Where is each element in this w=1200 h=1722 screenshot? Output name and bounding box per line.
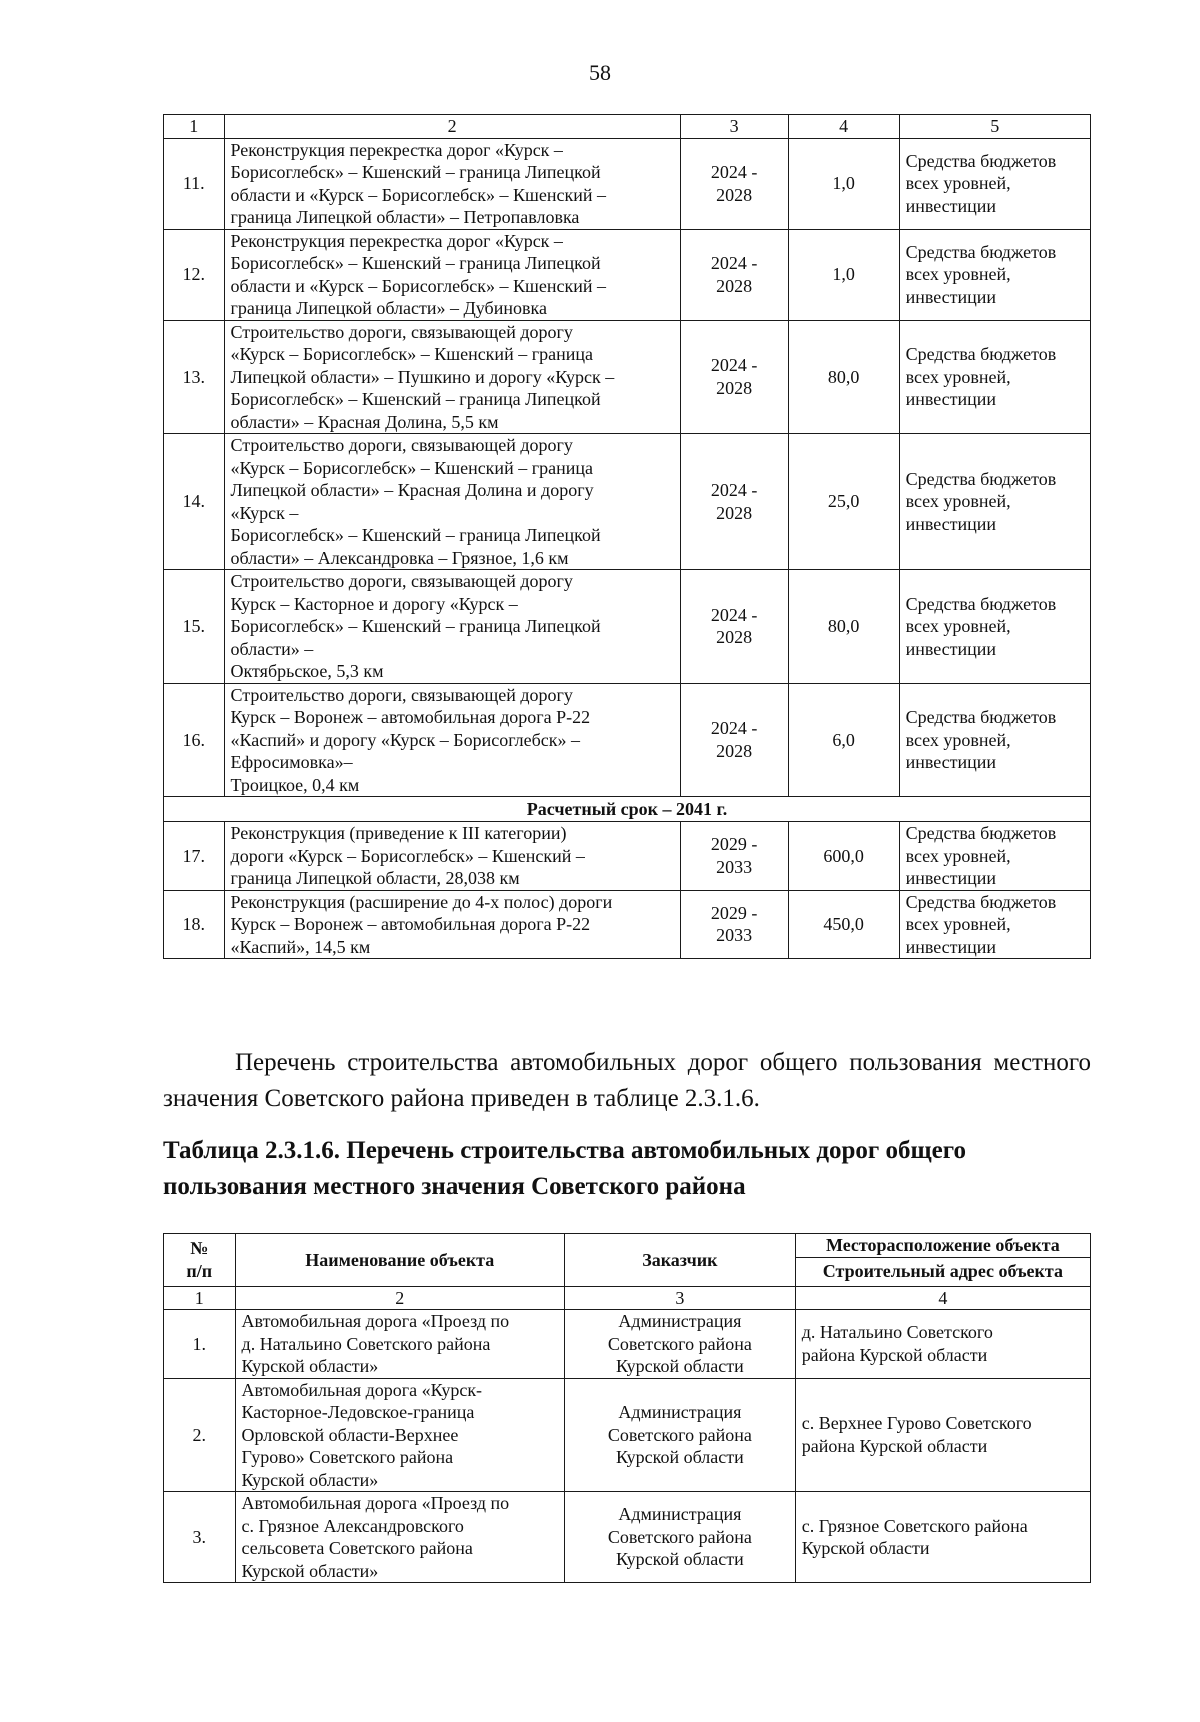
cell-line: Средства бюджетов: [905, 150, 1057, 171]
cell-line: Курск – Касторное и дорогу «Курск –: [230, 593, 518, 614]
local-roads-table: [163, 1233, 1091, 1583]
cell-line: области» – Красная Долина, 5,5 км: [230, 411, 499, 432]
cell-line: Советского района: [607, 1424, 752, 1445]
section-row: [164, 797, 1091, 822]
column-index: 4: [795, 1286, 1090, 1310]
row-number: 1.: [164, 1310, 236, 1379]
column-index: 3: [565, 1286, 796, 1310]
cell-line: инвестиции: [905, 752, 997, 772]
header-number-line: п/п: [186, 1260, 213, 1281]
object-name: [224, 320, 680, 434]
header-number: [164, 1234, 236, 1287]
table-row: [164, 822, 1091, 891]
table-header-row: [164, 115, 1091, 139]
cell-line: «Каспий», 14,5 км: [230, 936, 371, 957]
table-row: [164, 890, 1091, 959]
column-index: 4: [788, 115, 899, 139]
implementation-period: [680, 434, 788, 570]
cell-line: Гурово» Советского района: [241, 1447, 454, 1467]
funding-source: [899, 890, 1090, 959]
cell-line: граница Липецкой области» – Дубиновка: [230, 298, 547, 318]
cell-line: всех уровней,: [905, 366, 1011, 387]
header-customer: Заказчик: [565, 1234, 796, 1287]
cell-line: всех уровней,: [905, 616, 1011, 636]
object-name: [235, 1310, 564, 1379]
cell-line: Реконструкция перекрестка дорог «Курск –: [230, 230, 563, 251]
cell-line: Троицкое, 0,4 км: [230, 774, 360, 795]
implementation-period: [680, 890, 788, 959]
cell-line: Реконструкция (приведение к III категории): [230, 823, 567, 843]
cell-line: 2028: [716, 502, 753, 523]
object-name: [224, 138, 680, 229]
cell-line: инвестиции: [905, 638, 997, 659]
row-number: 18.: [164, 890, 225, 959]
table-row: [164, 1492, 1091, 1583]
cell-line: района Курской области: [801, 1344, 988, 1365]
header-number-line: №: [190, 1238, 209, 1259]
customer: [565, 1310, 796, 1379]
cell-line: 2024 -: [710, 162, 758, 182]
page-number: 58: [589, 60, 611, 85]
row-number: 16.: [164, 683, 225, 797]
roads-table: [163, 114, 1091, 959]
column-index: 5: [899, 115, 1090, 139]
table-row: [164, 1378, 1091, 1492]
cell-line: 2028: [716, 377, 753, 398]
column-index: 2: [235, 1286, 564, 1310]
cell-line: области и «Курск – Борисоглебск» – Кшенский –: [230, 275, 606, 296]
funding-source: [899, 822, 1090, 891]
cell-line: Ефросимовка»–: [230, 752, 353, 772]
object-name: [235, 1492, 564, 1583]
cell-line: Курск – Воронеж – автомобильная дорога Р-22: [230, 707, 591, 727]
cell-line: Реконструкция (расширение до 4-х полос) дороги: [230, 891, 613, 912]
cell-line: всех уровней,: [905, 173, 1011, 194]
table-row: [164, 434, 1091, 570]
cell-line: области и «Курск – Борисоглебск» – Кшенский –: [230, 184, 606, 205]
cell-line: 2033: [716, 856, 753, 877]
cell-line: 2028: [716, 275, 753, 296]
cell-line: Средства бюджетов: [905, 241, 1057, 262]
funding-source: [899, 229, 1090, 320]
cell-line: Липецкой области» – Пушкино и дорогу «Курск –: [230, 366, 615, 387]
funding-source: [899, 570, 1090, 684]
length-value: 25,0: [788, 434, 899, 570]
row-number: 14.: [164, 434, 225, 570]
cell-line: 2024 -: [710, 604, 758, 625]
cell-line: Борисоглебск» – Кшенский – граница Липецкой: [230, 389, 601, 409]
column-index: 1: [164, 115, 225, 139]
cell-line: Средства бюджетов: [905, 593, 1057, 614]
cell-line: Курской области»: [241, 1560, 379, 1581]
row-number: 12.: [164, 229, 225, 320]
cell-line: с. Верхнее Гурово Советского: [801, 1413, 1032, 1434]
cell-line: Курской области: [615, 1356, 744, 1376]
cell-line: Строительство дороги, связывающей дорогу: [230, 321, 573, 342]
length-value: 600,0: [788, 822, 899, 891]
cell-line: Борисоглебск» – Кшенский – граница Липецкой: [230, 162, 601, 182]
cell-line: Администрация: [618, 1504, 742, 1525]
table-header-row: [164, 1234, 1091, 1258]
table-caption: Таблица 2.3.1.6. Перечень строительства автомобильных дорог общего пользования местного значения Советского района: [163, 1137, 966, 1200]
cell-line: Курской области: [801, 1538, 930, 1558]
cell-line: Советского района: [607, 1333, 752, 1354]
object-name: [224, 434, 680, 570]
cell-line: области» – Александровка – Грязное, 1,6 км: [230, 547, 569, 568]
cell-line: Средства бюджетов: [905, 823, 1057, 843]
row-number: 2.: [164, 1378, 236, 1492]
length-value: 450,0: [788, 890, 899, 959]
build-address: [795, 1492, 1090, 1583]
row-number: 17.: [164, 822, 225, 891]
column-index-row: [164, 1286, 1091, 1310]
customer: [565, 1378, 796, 1492]
cell-line: инвестиции: [905, 389, 997, 409]
cell-line: Борисоглебск» – Кшенский – граница Липецкой: [230, 525, 601, 545]
cell-line: всех уровней,: [905, 845, 1011, 866]
table-row: [164, 570, 1091, 684]
cell-line: Курской области»: [241, 1469, 379, 1490]
length-value: 80,0: [788, 570, 899, 684]
funding-source: [899, 138, 1090, 229]
cell-line: Средства бюджетов: [905, 344, 1057, 364]
table-row: [164, 320, 1091, 434]
cell-line: 2024 -: [710, 480, 758, 500]
cell-line: Строительство дороги, связывающей дорогу: [230, 435, 573, 455]
table-row: [164, 1310, 1091, 1379]
section-title: Расчетный срок – 2041 г.: [164, 797, 1091, 822]
table-row: [164, 229, 1091, 320]
table-body-first-stage: [164, 138, 1091, 797]
local-roads-body: [164, 1310, 1091, 1583]
row-number: 13.: [164, 320, 225, 434]
cell-line: 2024 -: [710, 355, 758, 376]
cell-line: всех уровней,: [905, 264, 1011, 285]
header-location: Месторасположение объекта: [795, 1234, 1090, 1258]
cell-line: Средства бюджетов: [905, 891, 1057, 912]
implementation-period: [680, 822, 788, 891]
cell-line: сельсовета Советского района: [241, 1538, 473, 1558]
cell-line: д. Натальино Советского: [801, 1322, 993, 1343]
cell-line: «Каспий» и дорогу «Курск – Борисоглебск» –: [230, 729, 581, 750]
cell-line: 2033: [716, 925, 753, 946]
implementation-period: [680, 570, 788, 684]
cell-line: Курской области: [615, 1447, 744, 1467]
header-object-name: Наименование объекта: [235, 1234, 564, 1287]
cell-line: граница Липецкой области, 28,038 км: [230, 868, 520, 888]
length-value: 1,0: [788, 138, 899, 229]
cell-line: Липецкой области» – Красная Долина и дорогу: [230, 480, 594, 500]
implementation-period: [680, 320, 788, 434]
cell-line: инвестиции: [905, 513, 997, 534]
body-paragraph: [163, 1045, 1091, 1117]
object-name: [224, 890, 680, 959]
cell-line: Автомобильная дорога «Проезд по: [241, 1493, 510, 1513]
header-build-address: Строительный адрес объекта: [795, 1257, 1090, 1286]
cell-line: Автомобильная дорога «Проезд по: [241, 1311, 510, 1331]
object-name: [235, 1378, 564, 1492]
row-number: 15.: [164, 570, 225, 684]
cell-line: Средства бюджетов: [905, 707, 1057, 727]
cell-line: Реконструкция перекрестка дорог «Курск –: [230, 139, 563, 160]
table-body-settlement-period: [164, 822, 1091, 959]
cell-line: граница Липецкой области» – Петропавловка: [230, 207, 580, 227]
cell-line: Борисоглебск» – Кшенский – граница Липецкой: [230, 253, 601, 273]
cell-line: дороги «Курск – Борисоглебск» – Кшенский –: [230, 845, 585, 866]
cell-line: 2029 -: [710, 834, 758, 855]
cell-line: «Курск – Борисоглебск» – Кшенский – граница: [230, 457, 593, 478]
implementation-period: [680, 229, 788, 320]
length-value: 1,0: [788, 229, 899, 320]
row-number: 3.: [164, 1492, 236, 1583]
funding-source: [899, 434, 1090, 570]
cell-line: Борисоглебск» – Кшенский – граница Липецкой: [230, 616, 601, 636]
length-value: 80,0: [788, 320, 899, 434]
cell-line: инвестиции: [905, 195, 997, 216]
column-index: 1: [164, 1286, 236, 1310]
cell-line: с. Грязное Александровского: [241, 1515, 464, 1536]
column-index: 2: [224, 115, 680, 139]
cell-line: Советского района: [607, 1526, 752, 1547]
object-name: [224, 683, 680, 797]
cell-line: «Курск – Борисоглебск» – Кшенский – граница: [230, 344, 593, 364]
build-address: [795, 1378, 1090, 1492]
cell-line: Администрация: [618, 1311, 742, 1331]
object-name: [224, 822, 680, 891]
paragraph-text: Перечень строительства автомобильных дорог общего пользования местного значения Советского района приведен в таблице 2.3.1.6.: [163, 1049, 1091, 1112]
cell-line: Касторное-Ледовское-граница: [241, 1402, 475, 1422]
cell-line: 2028: [716, 627, 753, 648]
cell-line: с. Грязное Советского района: [801, 1515, 1028, 1536]
cell-line: Строительство дороги, связывающей дорогу: [230, 684, 573, 705]
cell-line: района Курской области: [801, 1435, 988, 1456]
cell-line: инвестиции: [905, 868, 997, 888]
cell-line: 2028: [716, 740, 753, 761]
cell-line: Курской области: [615, 1549, 744, 1570]
cell-line: Орловской области-Верхнее: [241, 1424, 459, 1445]
cell-line: 2024 -: [710, 718, 758, 739]
cell-line: всех уровней,: [905, 729, 1011, 750]
cell-line: 2024 -: [710, 253, 758, 273]
cell-line: области» –: [230, 638, 314, 659]
table-row: [164, 138, 1091, 229]
cell-line: 2029 -: [710, 902, 758, 923]
cell-line: Средства бюджетов: [905, 468, 1057, 489]
object-name: [224, 229, 680, 320]
cell-line: Автомобильная дорога «Курск-: [241, 1379, 483, 1400]
cell-line: «Курск –: [230, 502, 299, 523]
object-name: [224, 570, 680, 684]
length-value: 6,0: [788, 683, 899, 797]
cell-line: д. Натальино Советского района: [241, 1333, 491, 1354]
cell-line: Курск – Воронеж – автомобильная дорога Р-22: [230, 914, 591, 934]
cell-line: всех уровней,: [905, 491, 1011, 512]
funding-source: [899, 320, 1090, 434]
row-number: 11.: [164, 138, 225, 229]
cell-line: инвестиции: [905, 936, 997, 957]
cell-line: 2028: [716, 184, 753, 205]
cell-line: инвестиции: [905, 286, 997, 307]
implementation-period: [680, 138, 788, 229]
cell-line: Октябрьское, 5,3 км: [230, 661, 384, 681]
table-row: [164, 683, 1091, 797]
funding-source: [899, 683, 1090, 797]
cell-line: Администрация: [618, 1402, 742, 1422]
customer: [565, 1492, 796, 1583]
implementation-period: [680, 683, 788, 797]
cell-line: всех уровней,: [905, 914, 1011, 934]
cell-line: Курской области»: [241, 1356, 379, 1376]
column-index: 3: [680, 115, 788, 139]
cell-line: Строительство дороги, связывающей дорогу: [230, 571, 573, 591]
build-address: [795, 1310, 1090, 1379]
